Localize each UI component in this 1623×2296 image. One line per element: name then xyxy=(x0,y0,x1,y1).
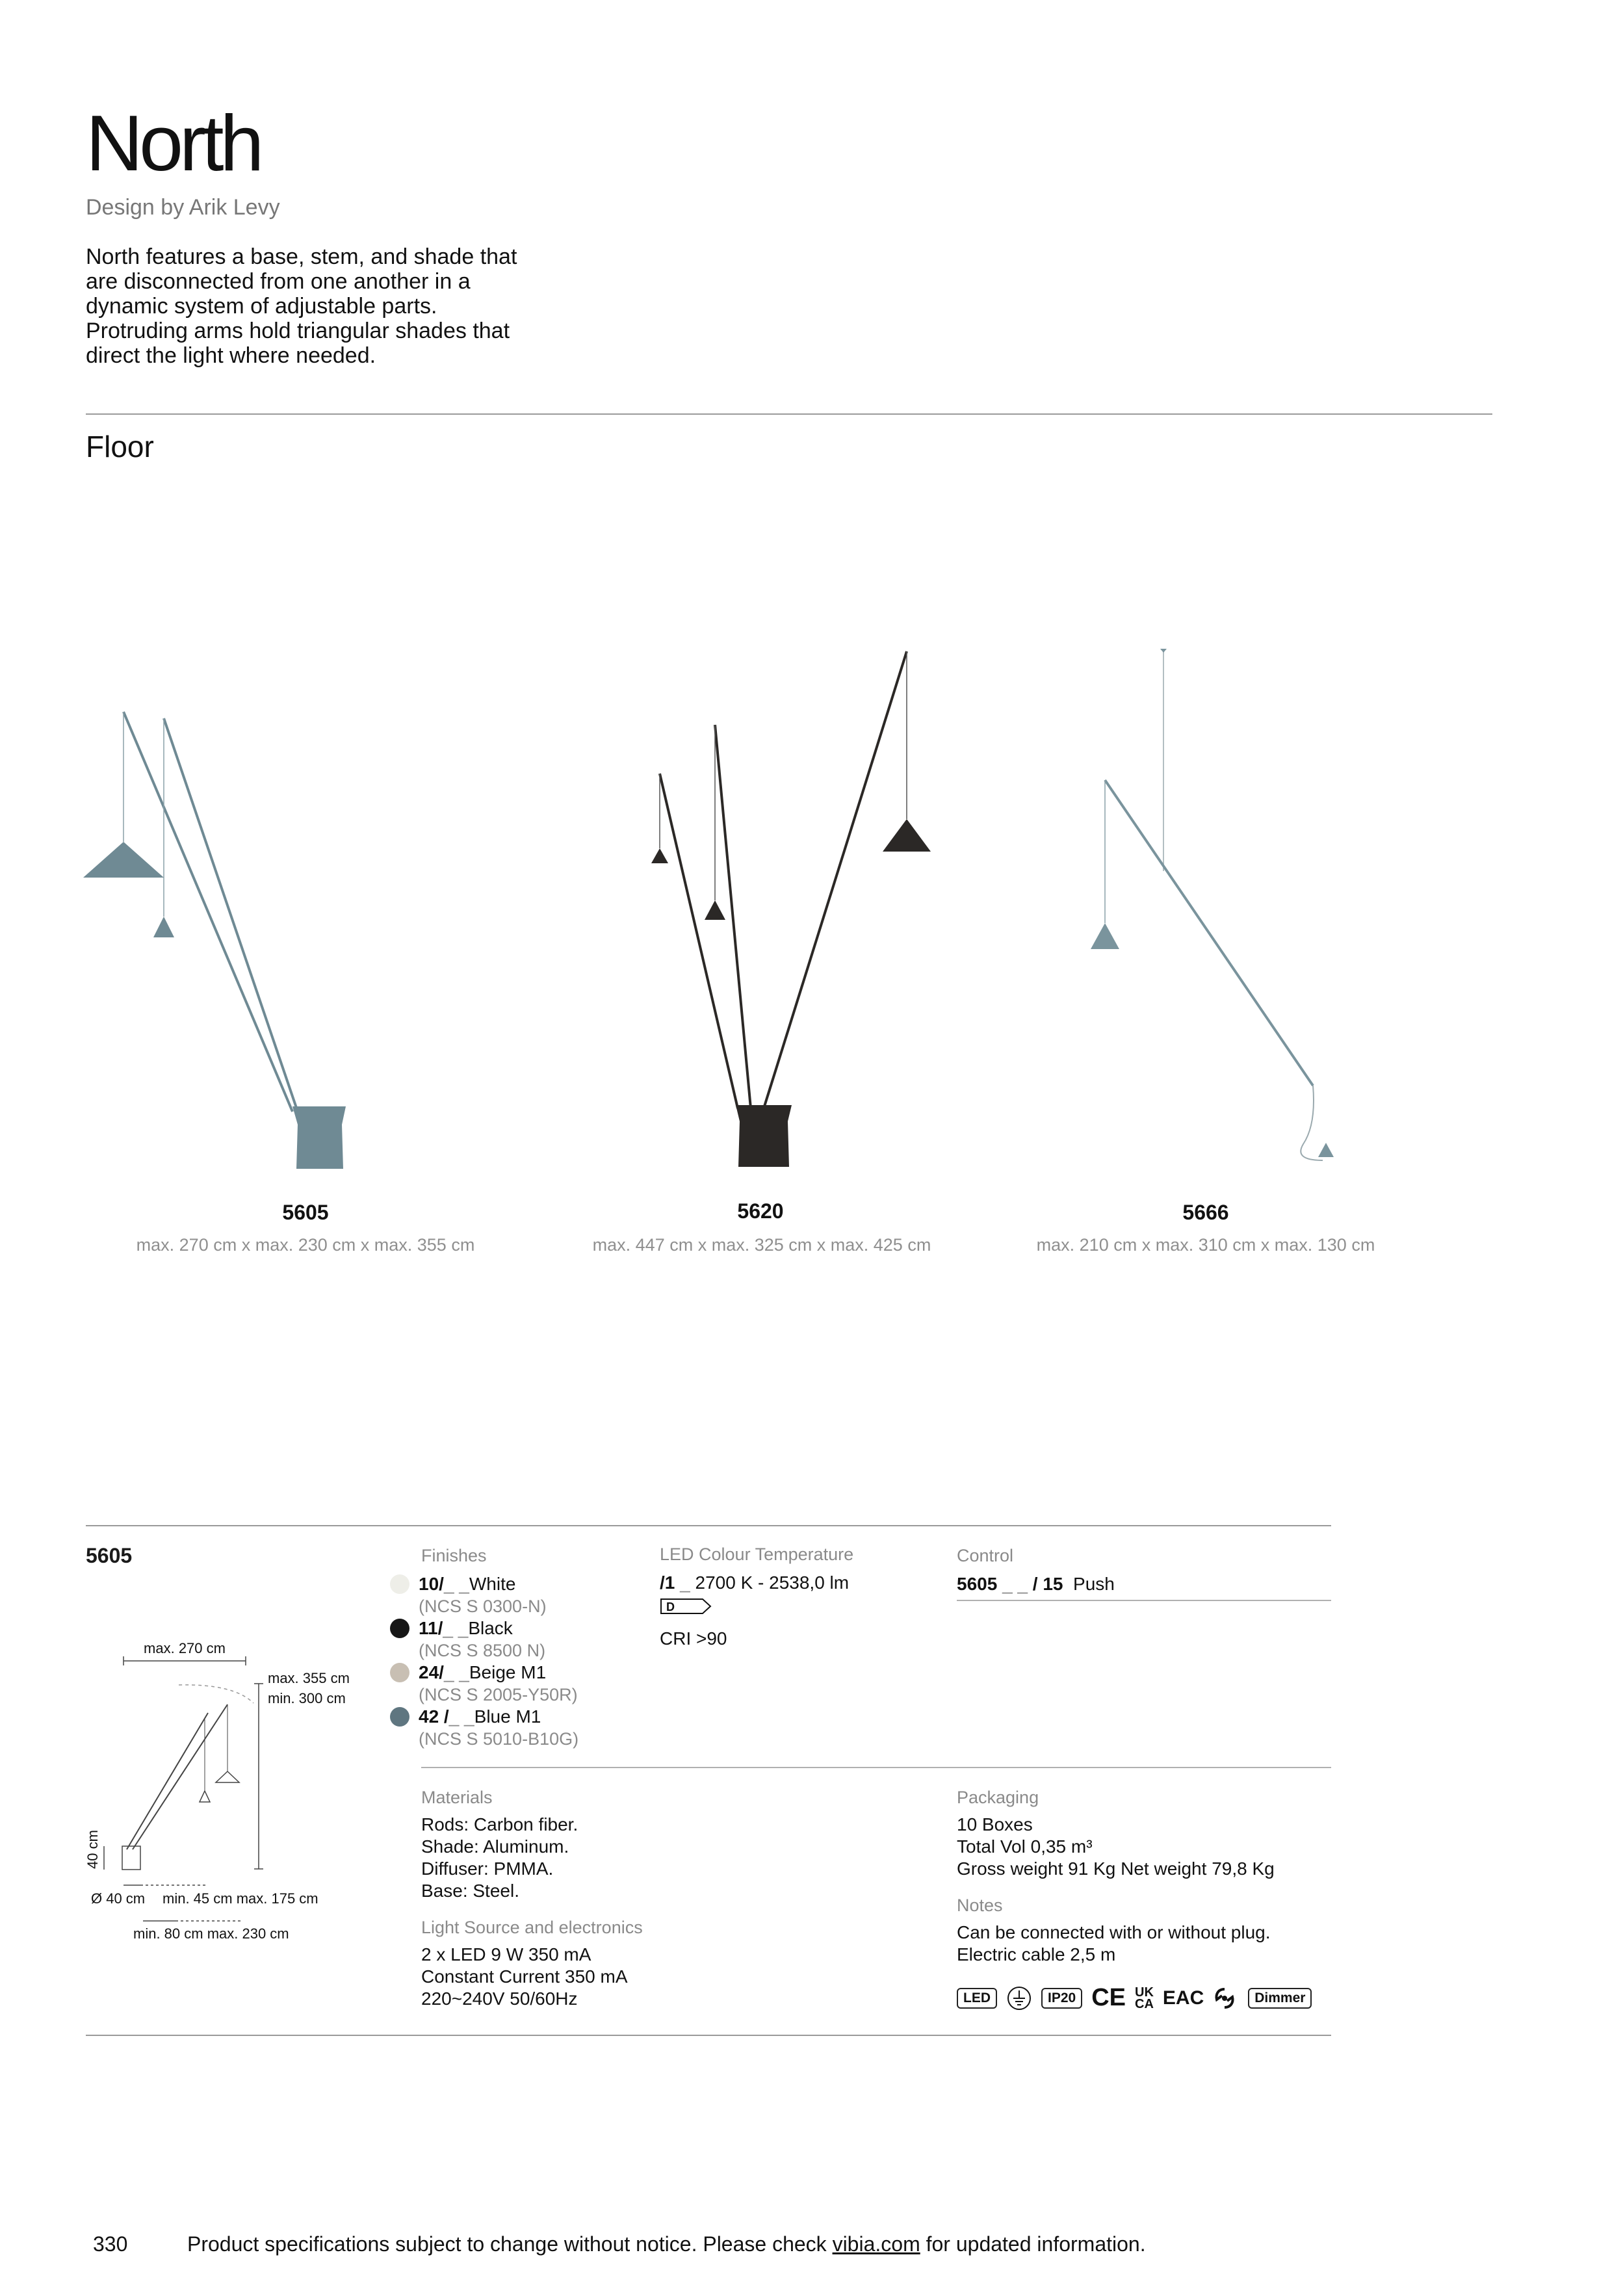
packaging-item: Total Vol 0,35 m³ xyxy=(957,1836,1093,1857)
spec-bottom-divider xyxy=(86,2035,1331,2036)
certifications xyxy=(957,1984,1321,2012)
cri-value: CRI >90 xyxy=(660,1628,727,1649)
finishes-label: Finishes xyxy=(421,1546,487,1565)
dim-height-min: min. 300 cm xyxy=(268,1690,346,1706)
product-code-5666: 5666 xyxy=(1182,1201,1229,1224)
material-item: Diffuser: PMMA. xyxy=(421,1859,554,1879)
control-label: Control xyxy=(957,1546,1014,1565)
finish-white xyxy=(390,1573,624,1595)
finish-code: 42 / xyxy=(419,1706,449,1727)
note-item: Electric cable 2,5 m xyxy=(957,1944,1116,1964)
led-label: LED Colour Temperature xyxy=(660,1545,854,1564)
footer-text-after: for updated information. xyxy=(920,2232,1146,2256)
section-title: Floor xyxy=(86,430,154,463)
energy-class-badge xyxy=(660,1597,713,1616)
finish-ncs: (NCS S 0300-N) xyxy=(419,1597,547,1616)
designer-credit: Design by Arik Levy xyxy=(86,195,280,220)
control-blank: _ _ xyxy=(997,1574,1033,1594)
spec-mid-divider xyxy=(421,1767,1331,1768)
finish-ncs: (NCS S 5010-B10G) xyxy=(419,1729,579,1749)
page-title: North xyxy=(86,99,261,187)
swatch-black xyxy=(390,1619,409,1638)
finish-blue xyxy=(390,1706,624,1728)
finish-ncs: (NCS S 8500 N) xyxy=(419,1641,546,1660)
light-source-label: Light Source and electronics xyxy=(421,1918,643,1937)
ukca-top: UK xyxy=(1135,1985,1154,2000)
footer-disclaimer xyxy=(187,2232,1146,2256)
finish-code: 11/ xyxy=(419,1618,443,1638)
notes-label: Notes xyxy=(957,1896,1003,1915)
led-code: /1 xyxy=(660,1572,675,1593)
control-divider xyxy=(957,1600,1331,1601)
class-one-earth-icon xyxy=(1006,1985,1032,2011)
control-suffix: / 15 xyxy=(1032,1574,1063,1594)
light-item: 2 x LED 9 W 350 mA xyxy=(421,1944,591,1964)
finish-ncs: (NCS S 2005-Y50R) xyxy=(419,1685,578,1704)
finish-black xyxy=(390,1617,624,1639)
product-dimensions-5620: max. 447 cm x max. 325 cm x max. 425 cm xyxy=(592,1235,931,1255)
dim-height-max: max. 355 cm xyxy=(268,1670,350,1686)
product-image-5666 xyxy=(1066,644,1365,1170)
finish-blank: _ _ xyxy=(443,1574,469,1594)
swatch-white xyxy=(390,1574,409,1594)
material-item: Rods: Carbon fiber. xyxy=(421,1814,578,1834)
product-image-5620 xyxy=(624,644,949,1170)
led-row xyxy=(660,1572,849,1594)
footer-text: Product specifications subject to change without notice. Please check xyxy=(187,2232,833,2256)
finish-code: 24/ xyxy=(419,1662,444,1682)
packaging-list xyxy=(957,1814,1275,1880)
control-type: Push xyxy=(1073,1574,1115,1594)
finish-name: Beige M1 xyxy=(469,1662,547,1682)
ce-mark-icon: CE xyxy=(1091,1984,1126,2011)
vibia-link[interactable]: vibia.com xyxy=(832,2232,920,2256)
spec-product-code: 5605 xyxy=(86,1544,133,1567)
note-item: Can be connected with or without plug. xyxy=(957,1922,1271,1942)
product-dimensions-5605: max. 270 cm x max. 230 cm x max. 355 cm xyxy=(136,1235,475,1255)
product-dimensions-5666: max. 210 cm x max. 310 cm x max. 130 cm xyxy=(1036,1235,1375,1255)
packaging-label: Packaging xyxy=(957,1788,1039,1807)
swatch-blue xyxy=(390,1707,409,1727)
finishes-list xyxy=(390,1573,624,1750)
led-value: 2700 K - 2538,0 lm xyxy=(695,1572,850,1593)
header-divider xyxy=(86,413,1492,415)
materials-label: Materials xyxy=(421,1788,493,1807)
packaging-item: 10 Boxes xyxy=(957,1814,1033,1834)
material-item: Base: Steel. xyxy=(421,1881,519,1901)
swatch-beige xyxy=(390,1663,409,1682)
svg-text:D: D xyxy=(666,1600,675,1613)
ip20-cert-icon: IP20 xyxy=(1041,1988,1082,2009)
ukca-bottom: CA xyxy=(1135,1996,1154,2011)
led-cert-icon: LED xyxy=(957,1988,997,2009)
control-code: 5605 xyxy=(957,1574,998,1594)
notes-list xyxy=(957,1922,1271,1966)
dim-base-height: 40 cm xyxy=(84,1830,101,1869)
packaging-item: Gross weight 91 Kg Net weight 79,8 Kg xyxy=(957,1859,1275,1879)
finish-blank: _ _ xyxy=(448,1706,474,1727)
product-image-5605 xyxy=(78,696,364,1177)
dim-base-diameter: Ø 40 cm xyxy=(91,1890,146,1907)
finish-name: Black xyxy=(468,1618,513,1638)
ukca-mark-icon xyxy=(1135,1987,1154,2010)
dim-reach-b: min. 80 cm max. 230 cm xyxy=(133,1925,289,1942)
light-item: 220~240V 50/60Hz xyxy=(421,1989,578,2009)
light-source-list xyxy=(421,1944,628,2010)
product-code-5605: 5605 xyxy=(282,1201,329,1224)
finish-blank: _ _ xyxy=(443,1662,469,1682)
product-code-5620: 5620 xyxy=(737,1199,784,1223)
page-number: 330 xyxy=(93,2232,128,2256)
dimmer-cert-icon: Dimmer xyxy=(1248,1988,1312,2009)
dim-top-width: max. 270 cm xyxy=(144,1640,226,1656)
finish-blank: _ _ xyxy=(443,1618,469,1638)
control-row xyxy=(957,1573,1115,1595)
eac-mark-icon: EAC xyxy=(1162,1987,1204,2009)
dim-reach-a: min. 45 cm max. 175 cm xyxy=(162,1890,318,1907)
finish-code: 10/ xyxy=(419,1574,444,1594)
product-description: North features a base, stem, and shade that are disconnected from one another in a dynamic system of adjustable parts. Protruding arms hold triangular shades that direct the light where needed. xyxy=(86,244,517,368)
finish-name: White xyxy=(469,1574,516,1594)
spec-top-divider xyxy=(86,1525,1331,1526)
material-item: Shade: Aluminum. xyxy=(421,1836,569,1857)
led-blank: _ xyxy=(675,1572,695,1593)
recycle-mark-icon xyxy=(1213,1987,1236,2010)
materials-list xyxy=(421,1814,578,1902)
finish-beige xyxy=(390,1662,624,1684)
finish-name: Blue M1 xyxy=(474,1706,541,1727)
dimension-diagram xyxy=(78,1632,377,1957)
light-item: Constant Current 350 mA xyxy=(421,1966,628,1987)
